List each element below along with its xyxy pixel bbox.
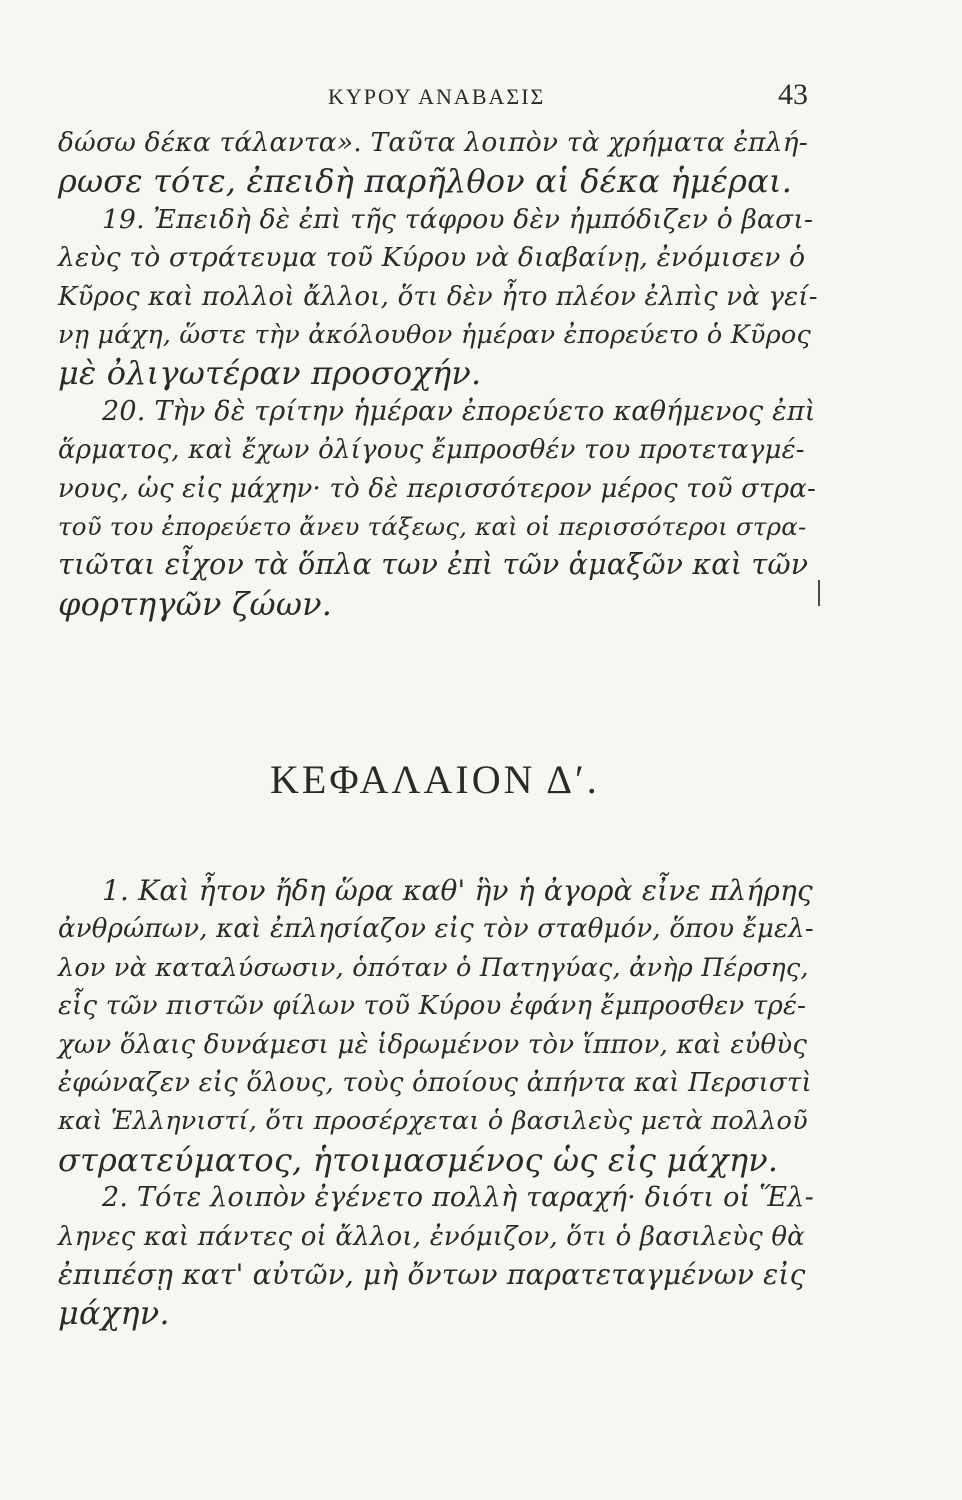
text-block-section-19-20 [58, 124, 818, 623]
text-line: καὶ Ἑλληνιστί, ὅτι προσέρχεται ὁ βασιλεὺς μετὰ πολλοῦ [58, 1106, 808, 1137]
text-line: λεὺς τὸ στράτευμα τοῦ Κύρου νὰ διαβαίνῃ, ἐνόμισεν ὁ [58, 242, 806, 274]
text-line: στρατεύματος, ἡτοιμασμένος ὡς εἰς μάχην. [58, 1140, 779, 1179]
running-head [328, 78, 808, 118]
text-line: ἀνθρώπων, καὶ ἐπλησίαζον εἰς τὸν σταθμόν, ὅπου ἔμελ- [58, 914, 814, 945]
text-line: ληνες καὶ πάντες οἱ ἄλλοι, ἐνόμιζον, ὅτι ὁ βασιλεὺς θὰ [58, 1221, 805, 1252]
text-line: νους, ὡς εἰς μάχην· τὸ δὲ περισσότερον μέρος τοῦ στρα- [58, 473, 816, 504]
page-number: 43 [778, 78, 808, 111]
text-line: Κῦρος καὶ πολλοὶ ἄλλοι, ὅτι δὲν ἦτο πλέον ἐλπὶς νὰ γεί- [58, 281, 818, 312]
text-line: χων ὅλαις δυνάμεσι μὲ ἱδρωμένον τὸν ἵππον, καὶ εὐθὺς [58, 1029, 808, 1060]
text-line: μάχην. [58, 1294, 170, 1333]
text-line: ρωσε τότε, ἐπειδὴ παρῆλθον αἱ δέκα ἡμέραι. [58, 162, 793, 201]
text-line: ἐφώναζεν εἰς ὅλους, τοὺς ὁποίους ἀπήντα καὶ Περσιστὶ [58, 1067, 812, 1098]
text-block-chapter-4 [58, 872, 818, 1333]
print-mark [818, 580, 820, 606]
chapter-heading: ΚΕΦΑΛΑΙΟΝ Δʹ. [270, 757, 600, 802]
text-line: 19. Ἐπειδὴ δὲ ἐπὶ τῆς τάφρου δὲν ἠμπόδιζεν ὁ βασι- [102, 203, 814, 235]
text-line: εἷς τῶν πιστῶν φίλων τοῦ Κύρου ἐφάνη ἔμπροσθεν τρέ- [58, 991, 807, 1022]
text-line: λον νὰ καταλύσωσιν, ὁπόταν ὁ Πατηγύας, ἀνὴρ Πέρσης, [58, 952, 809, 983]
text-line: ἅρματος, καὶ ἔχων ὀλίγους ἔμπροσθέν του προτεταγμέ- [58, 435, 805, 466]
text-line: φορτηγῶν ζώων. [58, 584, 333, 623]
text-line: 1. Καὶ ἦτον ἤδη ὥρα καθ' ἣν ἡ ἀγορὰ εἶνε πλήρης [102, 874, 813, 907]
text-line: 2. Τότε λοιπὸν ἐγένετο πολλὴ ταραχή· διότι οἱ Ἕλ- [102, 1182, 814, 1214]
text-line: ἐπιπέσῃ κατ' αὐτῶν, μὴ ὄντων παρατεταγμένων εἰς [58, 1257, 806, 1291]
text-line: δώσω δέκα τάλαντα». Ταῦτα λοιπὸν τὰ χρήματα ἐπλή- [58, 127, 808, 158]
text-line: τιῶται εἶχον τὰ ὅπλα των ἐπὶ τῶν ἁμαξῶν καὶ τῶν [58, 548, 809, 582]
text-line: τοῦ του ἐπορεύετο ἄνευ τάξεως, καὶ οἱ περισσότεροι στρα- [58, 511, 807, 541]
text-line: νῃ μάχη, ὥστε τὴν ἀκόλουθον ἡμέραν ἐπορεύετο ὁ Κῦρος [58, 319, 811, 350]
text-line: μὲ ὀλιγωτέραν προσοχήν. [58, 354, 482, 393]
running-title: ΚΥΡΟΥ ΑΝΑΒΑΣΙΣ [328, 84, 546, 109]
text-line: 20. Τὴν δὲ τρίτην ἡμέραν ἐπορεύετο καθήμενος ἐπὶ [102, 395, 816, 427]
